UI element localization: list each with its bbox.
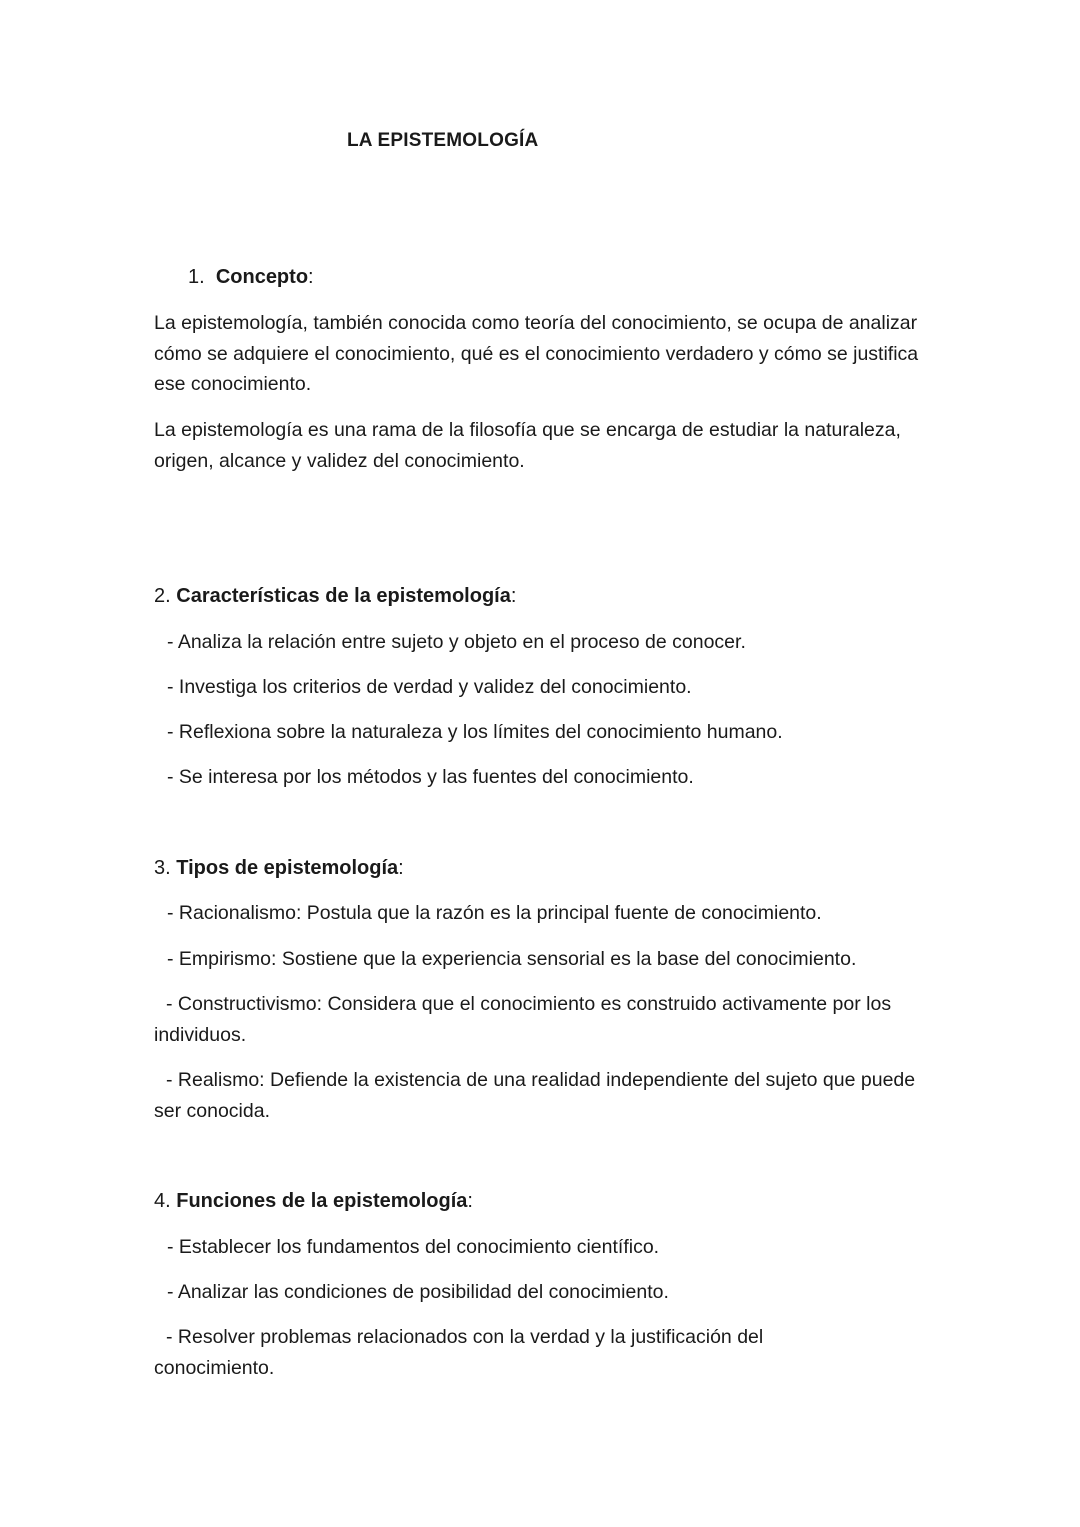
section-number: 2. xyxy=(154,585,171,607)
list-item xyxy=(154,989,924,1050)
section-title: Funciones de la epistemología xyxy=(176,1190,468,1212)
section-title: Características de la epistemología xyxy=(176,585,511,607)
concept-paragraph-1: La epistemología, también conocida como teoría del conocimiento, se ocupa de analizar cómo se adquiere el conocimiento, qué es el conocimiento verdadero y cómo se justifica ese conocimiento. xyxy=(154,312,919,395)
list-item xyxy=(154,1322,844,1383)
section-colon: : xyxy=(308,266,314,288)
section-title: Concepto xyxy=(215,266,309,288)
section-heading-caracteristicas xyxy=(154,585,516,608)
section-colon: : xyxy=(467,1190,473,1212)
list-item-text: - Resolver problemas relacionados con la verdad y la justificación del conocimiento. xyxy=(154,1326,764,1379)
list-item: - Empirismo: Sostiene que la experiencia sensorial es la base del conocimiento. xyxy=(167,948,857,970)
section-heading-funciones xyxy=(154,1190,473,1213)
list-item: - Racionalismo: Postula que la razón es la principal fuente de conocimiento. xyxy=(167,902,822,924)
list-item: - Investiga los criterios de verdad y validez del conocimiento. xyxy=(167,676,692,698)
list-item: - Analizar las condiciones de posibilidad del conocimiento. xyxy=(167,1281,669,1303)
list-item: - Se interesa por los métodos y las fuentes del conocimiento. xyxy=(167,766,694,788)
document-title: LA EPISTEMOLOGÍA xyxy=(347,130,539,151)
section-title: Tipos de epistemología xyxy=(176,857,399,879)
list-item xyxy=(154,1065,924,1126)
section-heading-concepto xyxy=(188,266,314,289)
list-item: - Analiza la relación entre sujeto y objeto en el proceso de conocer. xyxy=(167,631,746,653)
list-item-text: - Realismo: Defiende la existencia de una realidad independiente del sujeto que puede ser conocida. xyxy=(154,1069,916,1122)
concept-paragraph-2: La epistemología es una rama de la filosofía que se encarga de estudiar la naturaleza, origen, alcance y validez del conocimiento. xyxy=(154,419,901,472)
section-number: 3. xyxy=(154,857,171,879)
list-item: - Reflexiona sobre la naturaleza y los límites del conocimiento humano. xyxy=(167,721,783,743)
section-colon: : xyxy=(510,585,517,607)
section-number: 1. xyxy=(188,266,205,288)
list-item: - Establecer los fundamentos del conocimiento científico. xyxy=(167,1236,660,1258)
list-item-text: - Constructivismo: Considera que el conocimiento es construido activamente por los individuos. xyxy=(154,993,892,1046)
section-number: 4. xyxy=(154,1190,171,1212)
section-colon: : xyxy=(398,857,404,879)
section-heading-tipos xyxy=(154,857,404,880)
